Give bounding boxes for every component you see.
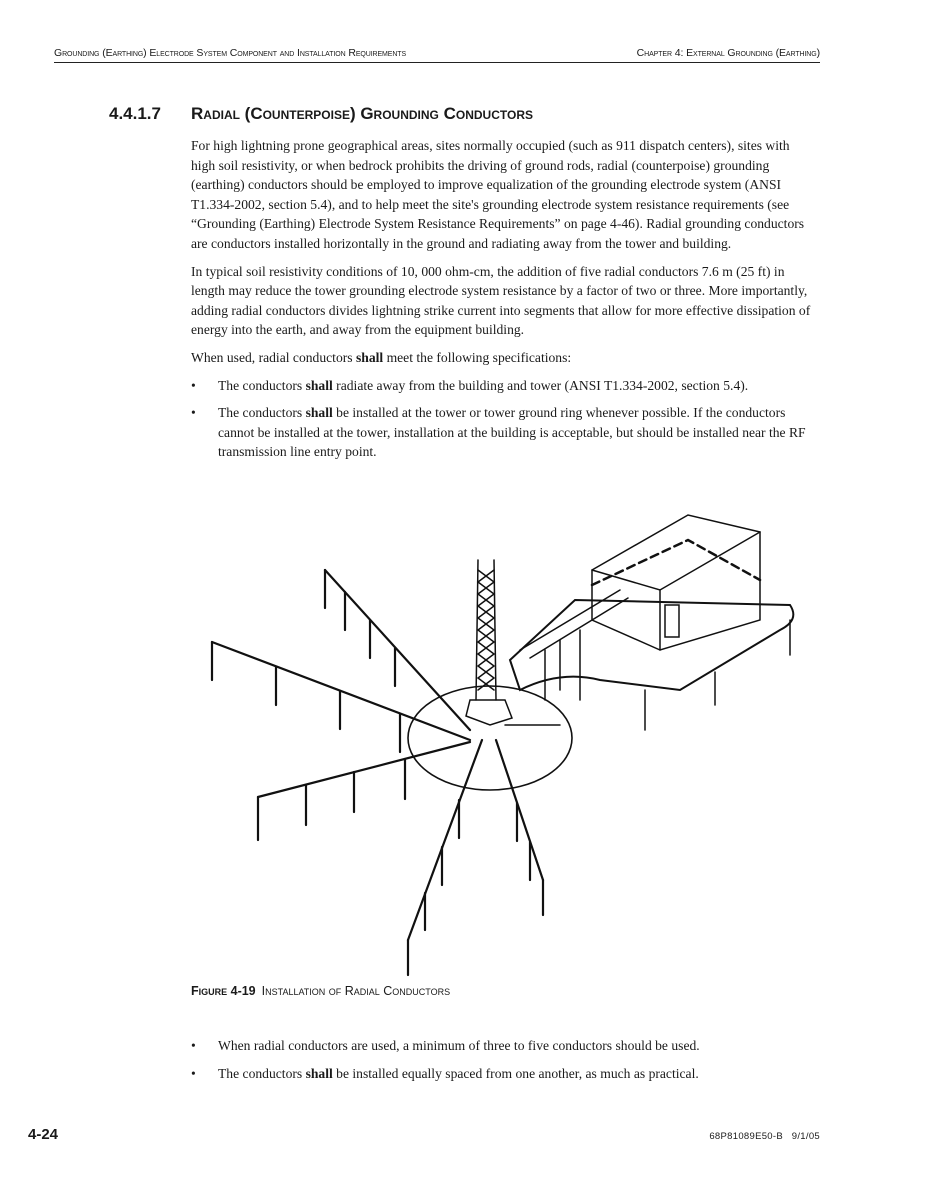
text: The conductors [218,405,306,421]
paragraph: For high lightning prone geographical areas, sites normally occupied (such as 911 dispatch centers), sites with high soil resistivity, or when bedrock prohibits the driving of ground rods, radial (counterpoise) grounding (earthing) conductors should be employed to improve equalization of the grounding electrode system (ANSI T1.334-2002, section 5.4), and to help meet the site's grounding electrode system resistance requirements (see “Grounding (Earthing) Electrode System Resistance Requirements” on page 4-46). Radial grounding conductors are conductors installed horizontally in the ground and radiating away from the tower and building. [191,138,805,251]
bold-text: shall [305,1065,333,1081]
tower-icon [466,560,512,725]
section-title: Radial (Counterpoise) Grounding Conductors [191,104,534,123]
bullet-item [191,1036,817,1056]
bold-text: shall [355,349,384,365]
page-number: 4-24 [28,1126,59,1143]
text: When radial conductors are used, a minimum of three to five conductors should be used. [218,1038,700,1053]
tower-ground-ring [408,686,572,790]
text: be installed equally spaced from one another, as much as practical. [332,1065,699,1081]
bullet-icon: • [191,1065,196,1081]
radial-conductors [212,570,560,975]
text: When used, radial conductors [191,349,356,365]
bullet-icon: • [191,405,196,421]
figure-label: Figure 4-19 [191,984,256,998]
document-id: 68P81089E50-B 9/1/05 [709,1131,820,1142]
body-text-bottom [191,1036,817,1091]
text: The conductors [218,377,306,393]
bullet-icon: • [191,377,196,393]
header-left: Grounding (Earthing) Electrode System Component and Installation Requirements [54,47,407,59]
text: radiate away from the building and tower (ANSI T1.334-2002, section 5.4). [332,377,749,393]
header-right: Chapter 4: External Grounding (Earthing) [636,47,820,59]
figure-caption-text: Installation of Radial Conductors [261,984,451,998]
equipment-building-icon [510,515,793,730]
figure-caption [191,984,450,998]
text: The conductors [218,1065,306,1081]
bullet-icon: • [191,1038,196,1053]
paragraph: In typical soil resistivity conditions of 10, 000 ohm-cm, the addition of five radial conductors 7.6 m (25 ft) in length may reduce the tower grounding electrode system resistance by a factor of two or three. More importantly, adding radial conductors divides lightning strike current into segments that allow for more effective dissipation of energy into the earth, and away from the equipment building. [191,263,811,338]
bold-text: shall [305,377,333,393]
section-number: 4.4.1.7 [109,104,161,123]
bold-text: shall [305,405,333,421]
text: be installed at the tower or tower ground ring whenever possible. If the conductors cannot be installed at the tower, installation at the building is acceptable, but should be installed near the RF transmission line entry point. [218,405,806,460]
bullet-item [191,1064,817,1084]
text: meet the following specifications: [383,349,572,365]
